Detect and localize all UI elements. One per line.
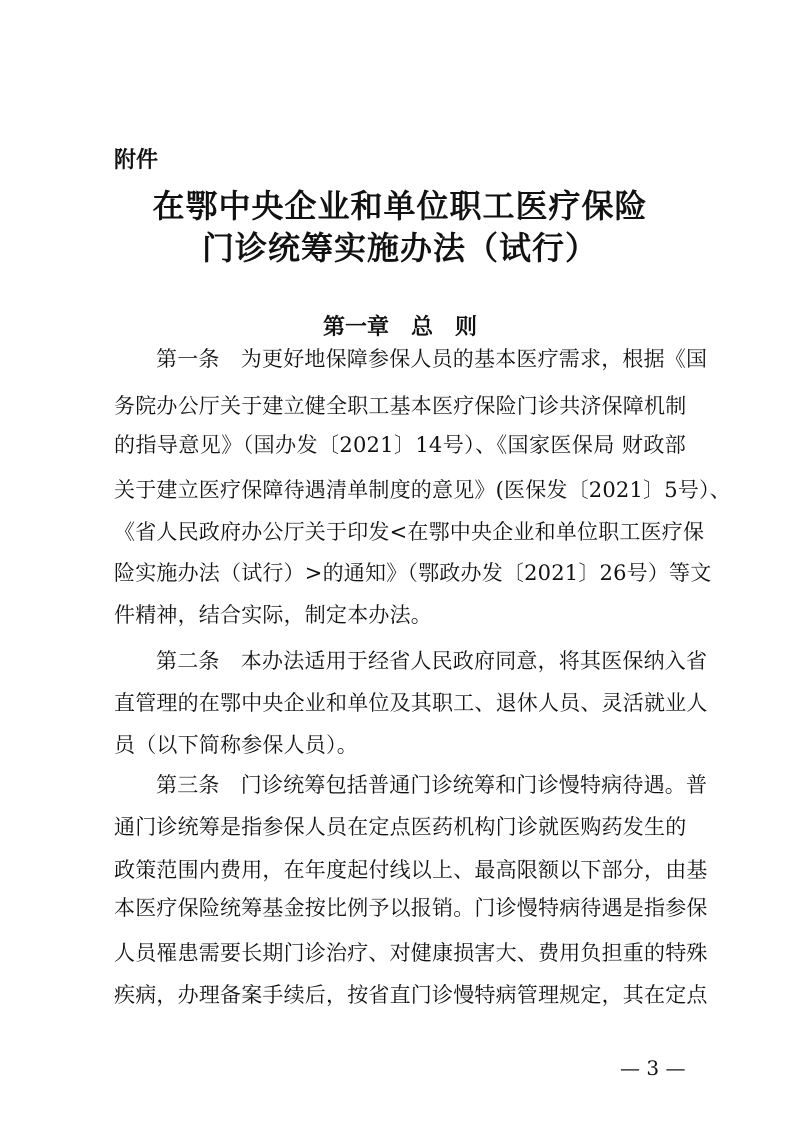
body-line: 关于建立医疗保障待遇清单制度的意见》(医保发〔2021〕5号）、 (114, 478, 731, 502)
attachment-label: 附件 (114, 148, 159, 173)
body-line: 疾病，办理备案手续后，按省直门诊慢特病管理规定，其在定点 (114, 983, 708, 1007)
body-line: 通门诊统筹是指参保人员在定点医药机构门诊就医购药发生的 (114, 815, 687, 839)
document-title-line-1: 在鄂中央企业和单位职工医疗保险 (152, 187, 648, 225)
body-line: 务院办公厅关于建立健全职工基本医疗保险门诊共济保障机制 (114, 394, 687, 418)
chapter-heading: 第一章 总 则 (322, 315, 477, 340)
body-line: 政策范围内费用，在年度起付线以上、最高限额以下部分，由基 (114, 858, 708, 882)
body-line: 件精神，结合实际，制定本办法。 (114, 603, 432, 627)
body-line: 的指导意见》（国办发〔2021〕14号）、《国家医保局 财政部 (114, 433, 686, 457)
body-line: 直管理的在鄂中央企业和单位及其职工、退休人员、灵活就业人 (114, 691, 708, 715)
body-line: 第一条 为更好地保障参保人员的基本医疗需求，根据《国 (156, 347, 708, 371)
body-line: 第二条 本办法适用于经省人民政府同意，将其医保纳入省 (156, 649, 708, 673)
body-line: 《省人民政府办公厅关于印发<在鄂中央企业和单位职工医疗保 (114, 520, 705, 544)
body-line: 员（以下简称参保人员）。 (114, 733, 358, 757)
body-line: 人员罹患需要长期门诊治疗、对健康损害大、费用负担重的特殊 (114, 941, 708, 965)
body-line: 本医疗保险统筹基金按比例予以报销。门诊慢特病待遇是指参保 (114, 896, 708, 920)
body-line: 第三条 门诊统筹包括普通门诊统筹和门诊慢特病待遇。普 (156, 773, 708, 797)
document-title-line-2: 门诊统筹实施办法（试行） (201, 229, 598, 267)
page-number: — 3 — (620, 1056, 686, 1080)
body-line: 险实施办法（试行）>的通知》（鄂政办发〔2021〕26号）等文 (114, 561, 712, 585)
